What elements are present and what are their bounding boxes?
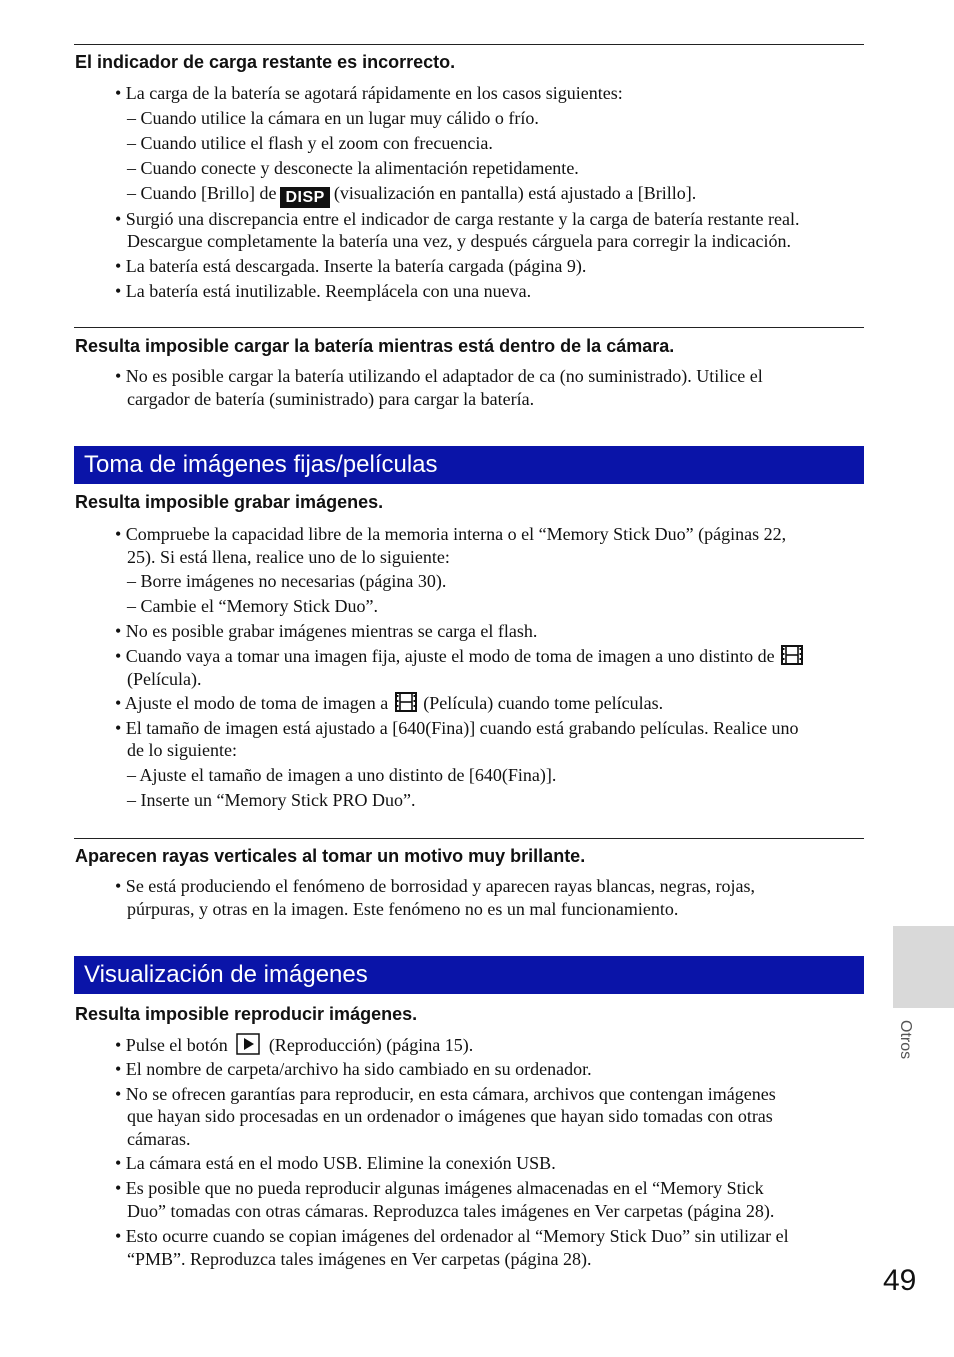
bullet-line: • Se está produciendo el fenómeno de borrosidad y aparecen rayas blancas, negras, rojas,: [115, 876, 756, 896]
section-divider: [74, 44, 864, 45]
bullet-line: [115, 692, 663, 718]
bullet-line: • No se ofrecen garantías para reproducir, en esta cámara, archivos que contengan imágenes: [115, 1084, 776, 1104]
sub-item-line: – Borre imágenes no necesarias (página 30).: [127, 571, 447, 591]
bullet-line: • El tamaño de imagen está ajustado a [640(Fina)] cuando está grabando películas. Realice uno: [115, 718, 799, 738]
bullet-line: • El nombre de carpeta/archivo ha sido cambiado en su ordenador.: [115, 1059, 592, 1079]
section-heading: Aparecen rayas verticales al tomar un motivo muy brillante.: [75, 846, 586, 866]
line-text: (Reproducción) (página 15).: [268, 1035, 474, 1055]
section-heading: Resulta imposible grabar imágenes.: [75, 492, 384, 512]
line-text: – Cuando [Brillo] de: [127, 183, 277, 203]
line-text: (visualización en pantalla) está ajustado a [Brillo].: [333, 183, 697, 203]
continuation-line: (Película).: [127, 669, 202, 689]
sub-item-line: – Cuando conecte y desconecte la alimentación repetidamente.: [127, 158, 579, 178]
section-heading: Resulta imposible cargar la batería mientras está dentro de la cámara.: [75, 336, 675, 356]
sub-item-line: [127, 182, 696, 208]
bullet-line: • No es posible grabar imágenes mientras se carga el flash.: [115, 621, 538, 641]
continuation-line: que hayan sido procesadas en un ordenador o imágenes que hayan sido tomadas con otras: [127, 1106, 773, 1126]
continuation-line: cargador de batería (suministrado) para cargar la batería.: [127, 389, 535, 409]
section-heading: El indicador de carga restante es incorrecto.: [75, 52, 456, 72]
bullet-line: • Surgió una discrepancia entre el indicador de carga restante y la carga de batería restante real.: [115, 209, 800, 229]
section-heading: Resulta imposible reproducir imágenes.: [75, 1004, 418, 1024]
page-number: 49: [883, 1264, 917, 1297]
chapter-band-shooting: Toma de imágenes fijas/películas: [74, 446, 864, 484]
bullet-line: [115, 645, 805, 671]
continuation-line: Duo” tomadas con otras cámaras. Reproduzca tales imágenes en Ver carpetas (página 28).: [127, 1201, 775, 1221]
chapter-band-viewing: Visualización de imágenes: [74, 956, 864, 994]
line-text: • Pulse el botón: [115, 1035, 228, 1055]
sub-item-line: – Cambie el “Memory Stick Duo”.: [127, 596, 378, 616]
line-text: (Película) cuando tome películas.: [423, 693, 664, 713]
bullet-line: • Compruebe la capacidad libre de la memoria interna o el “Memory Stick Duo” (páginas 22,: [115, 524, 787, 544]
continuation-line: de lo siguiente:: [127, 740, 237, 760]
film-strip-icon: [781, 645, 803, 671]
bullet-line: • La cámara está en el modo USB. Elimine la conexión USB.: [115, 1153, 556, 1173]
bullet-line: • Esto ocurre cuando se copian imágenes del ordenador al “Memory Stick Duo” sin utilizar el: [115, 1226, 789, 1246]
bullet-line: • La batería está inutilizable. Reemplácela con una nueva.: [115, 281, 532, 301]
sub-item-line: – Inserte un “Memory Stick PRO Duo”.: [127, 790, 416, 810]
bullet-line: • La batería está descargada. Inserte la batería cargada (página 9).: [115, 256, 587, 276]
play-button-icon: [236, 1033, 260, 1061]
continuation-line: cámaras.: [127, 1129, 191, 1149]
continuation-line: púrpuras, y otras en la imagen. Este fenómeno no es un mal funcionamiento.: [127, 899, 679, 919]
section-divider: [74, 838, 864, 839]
line-text: • Cuando vaya a tomar una imagen fija, ajuste el modo de toma de imagen a uno distinto de: [115, 646, 775, 666]
section-divider: [74, 327, 864, 328]
bullet-line: • No es posible cargar la batería utilizando el adaptador de ca (no suministrado). Utilice el: [115, 366, 763, 386]
line-text: • Ajuste el modo de toma de imagen a: [115, 693, 389, 713]
disp-icon: DISP: [280, 187, 329, 208]
sub-item-line: – Cuando utilice la cámara en un lugar muy cálido o frío.: [127, 108, 539, 128]
film-strip-icon: [395, 692, 417, 718]
side-tab-label: Otros: [897, 1020, 914, 1060]
continuation-line: Descargue completamente la batería una vez, y después cárguela para corregir la indicación.: [127, 231, 792, 251]
bullet-line: [115, 1033, 473, 1061]
sub-item-line: – Cuando utilice el flash y el zoom con frecuencia.: [127, 133, 493, 153]
continuation-line: “PMB”. Reproduzca tales imágenes en Ver carpetas (página 28).: [127, 1249, 592, 1269]
bullet-line: • Es posible que no pueda reproducir algunas imágenes almacenadas en el “Memory Stick: [115, 1178, 764, 1198]
sub-item-line: – Ajuste el tamaño de imagen a uno distinto de [640(Fina)].: [127, 765, 557, 785]
bullet-line: • La carga de la batería se agotará rápidamente en los casos siguientes:: [115, 83, 623, 103]
section-side-tab: [893, 926, 954, 1008]
continuation-line: 25). Si está llena, realice uno de lo siguiente:: [127, 547, 450, 567]
